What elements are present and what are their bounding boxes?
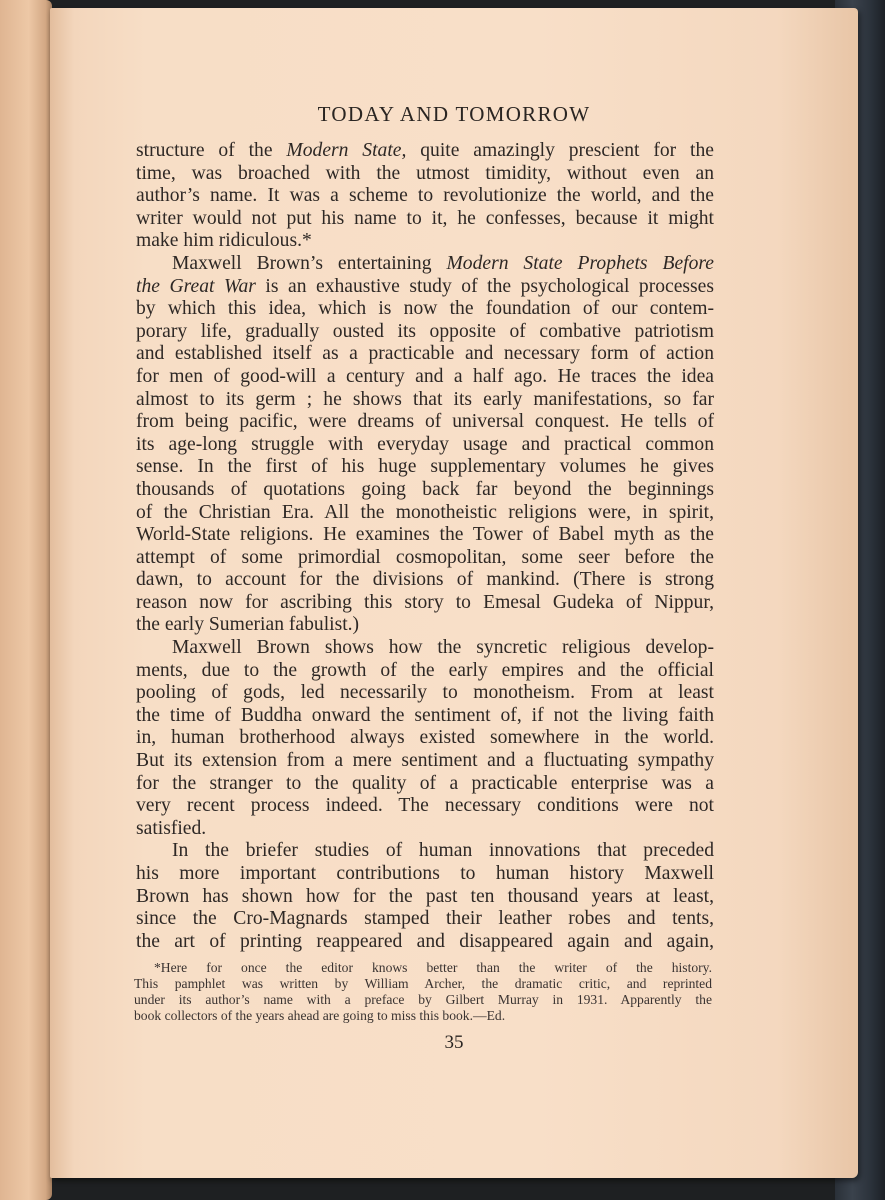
- text-line: But its extension from a mere sentiment and a fluctuating sympathy: [136, 750, 714, 772]
- text-line: the Great War is an exhaustive study of the psychological processes: [136, 275, 715, 297]
- text-line: author’s name. It was a scheme to revolutionize the world, and the: [136, 185, 714, 207]
- paragraph-1: [136, 140, 714, 253]
- text-line: reason now for ascribing this story to Emesal Gudeka of Nippur,: [136, 591, 714, 613]
- text-line: thousands of quotations going back far beyond the beginnings: [136, 478, 714, 500]
- text-line: his more important contributions to human history Maxwell: [136, 863, 714, 884]
- book-title: Modern State Prophets Before: [446, 252, 714, 274]
- book-page: [50, 8, 858, 1178]
- text-line: Maxwell Brown shows how the syncretic religious develop-: [172, 637, 714, 659]
- text-line: since the Cro-Magnards stamped their leather robes and tents,: [136, 908, 714, 930]
- text-line: from being pacific, were dreams of universal conquest. He tells of: [136, 411, 714, 433]
- footnote-line: under its author’s name with a preface by Gilbert Murray in 1931. Apparently the: [134, 992, 712, 1007]
- footnote-line: *Here for once the editor knows better than the writer of the history.: [154, 960, 712, 975]
- text-line: ments, due to the growth of the early empires and the official: [136, 659, 714, 681]
- page-number: 35: [444, 1032, 464, 1053]
- text-line: attempt of some primordial cosmopolitan, some seer before the: [136, 546, 714, 568]
- text-line: by which this idea, which is now the foundation of our contem-: [136, 298, 714, 320]
- footnote-line: book collectors of the years ahead are going to miss this book.—Ed.: [134, 1008, 506, 1023]
- text-line: Brown has shown how for the past ten thousand years at least,: [136, 885, 714, 907]
- text-line: structure of the Modern State, quite amazingly prescient for the: [136, 140, 714, 161]
- book-title: the Great War: [136, 275, 256, 297]
- paragraph-2: [136, 253, 714, 637]
- previous-page-edge: [0, 0, 52, 1200]
- text-line: for the stranger to the quality of a practicable enterprise was a: [136, 772, 714, 794]
- text-line: the time of Buddha onward the sentiment of, if not the living faith: [136, 704, 714, 726]
- paragraph-3: [136, 637, 714, 840]
- text-line: for men of good-will a century and a half ago. He traces the idea: [136, 365, 714, 387]
- text-line: Maxwell Brown’s entertaining Modern State Prophets Before: [172, 252, 714, 274]
- text-line: make him ridiculous.*: [136, 230, 312, 252]
- text-line: very recent process indeed. The necessary conditions were not: [136, 795, 714, 817]
- text-line: sense. In the first of his huge supplementary volumes he gives: [136, 456, 714, 478]
- text-line: time, was broached with the utmost timidity, without even an: [136, 162, 714, 184]
- paragraph-4: [136, 840, 714, 953]
- text-line: porary life, gradually ousted its opposite of combative patriotism: [136, 320, 714, 342]
- text-line: its age-long struggle with everyday usage and practical common: [136, 433, 714, 455]
- body-text: [136, 140, 714, 953]
- text-line: In the briefer studies of human innovations that preceded: [172, 840, 714, 862]
- text-line: writer would not put his name to it, he confesses, because it might: [136, 207, 714, 229]
- text-line: the early Sumerian fabulist.): [136, 614, 360, 636]
- text-line: satisfied.: [136, 817, 207, 839]
- footnote: [134, 960, 712, 1024]
- text-line: pooling of gods, led necessarily to monotheism. From at least: [136, 682, 714, 704]
- text-line: of the Christian Era. All the monotheistic religions were, in spirit,: [136, 501, 714, 523]
- text-line: World-State religions. He examines the Tower of Babel myth as the: [136, 524, 714, 546]
- text-line: dawn, to account for the divisions of mankind. (There is strong: [136, 569, 714, 591]
- text-line: in, human brotherhood always existed somewhere in the world.: [136, 727, 714, 749]
- text-line: and established itself as a practicable and necessary form of action: [136, 343, 714, 365]
- book-title: Modern State,: [286, 140, 407, 161]
- text-line: almost to its germ ; he shows that its early manifestations, so far: [136, 388, 714, 410]
- footnote-line: This pamphlet was written by William Archer, the dramatic critic, and reprinted: [134, 976, 712, 991]
- running-head: TODAY AND TOMORROW: [317, 102, 591, 126]
- text-line: the art of printing reappeared and disappeared again and again,: [136, 930, 714, 952]
